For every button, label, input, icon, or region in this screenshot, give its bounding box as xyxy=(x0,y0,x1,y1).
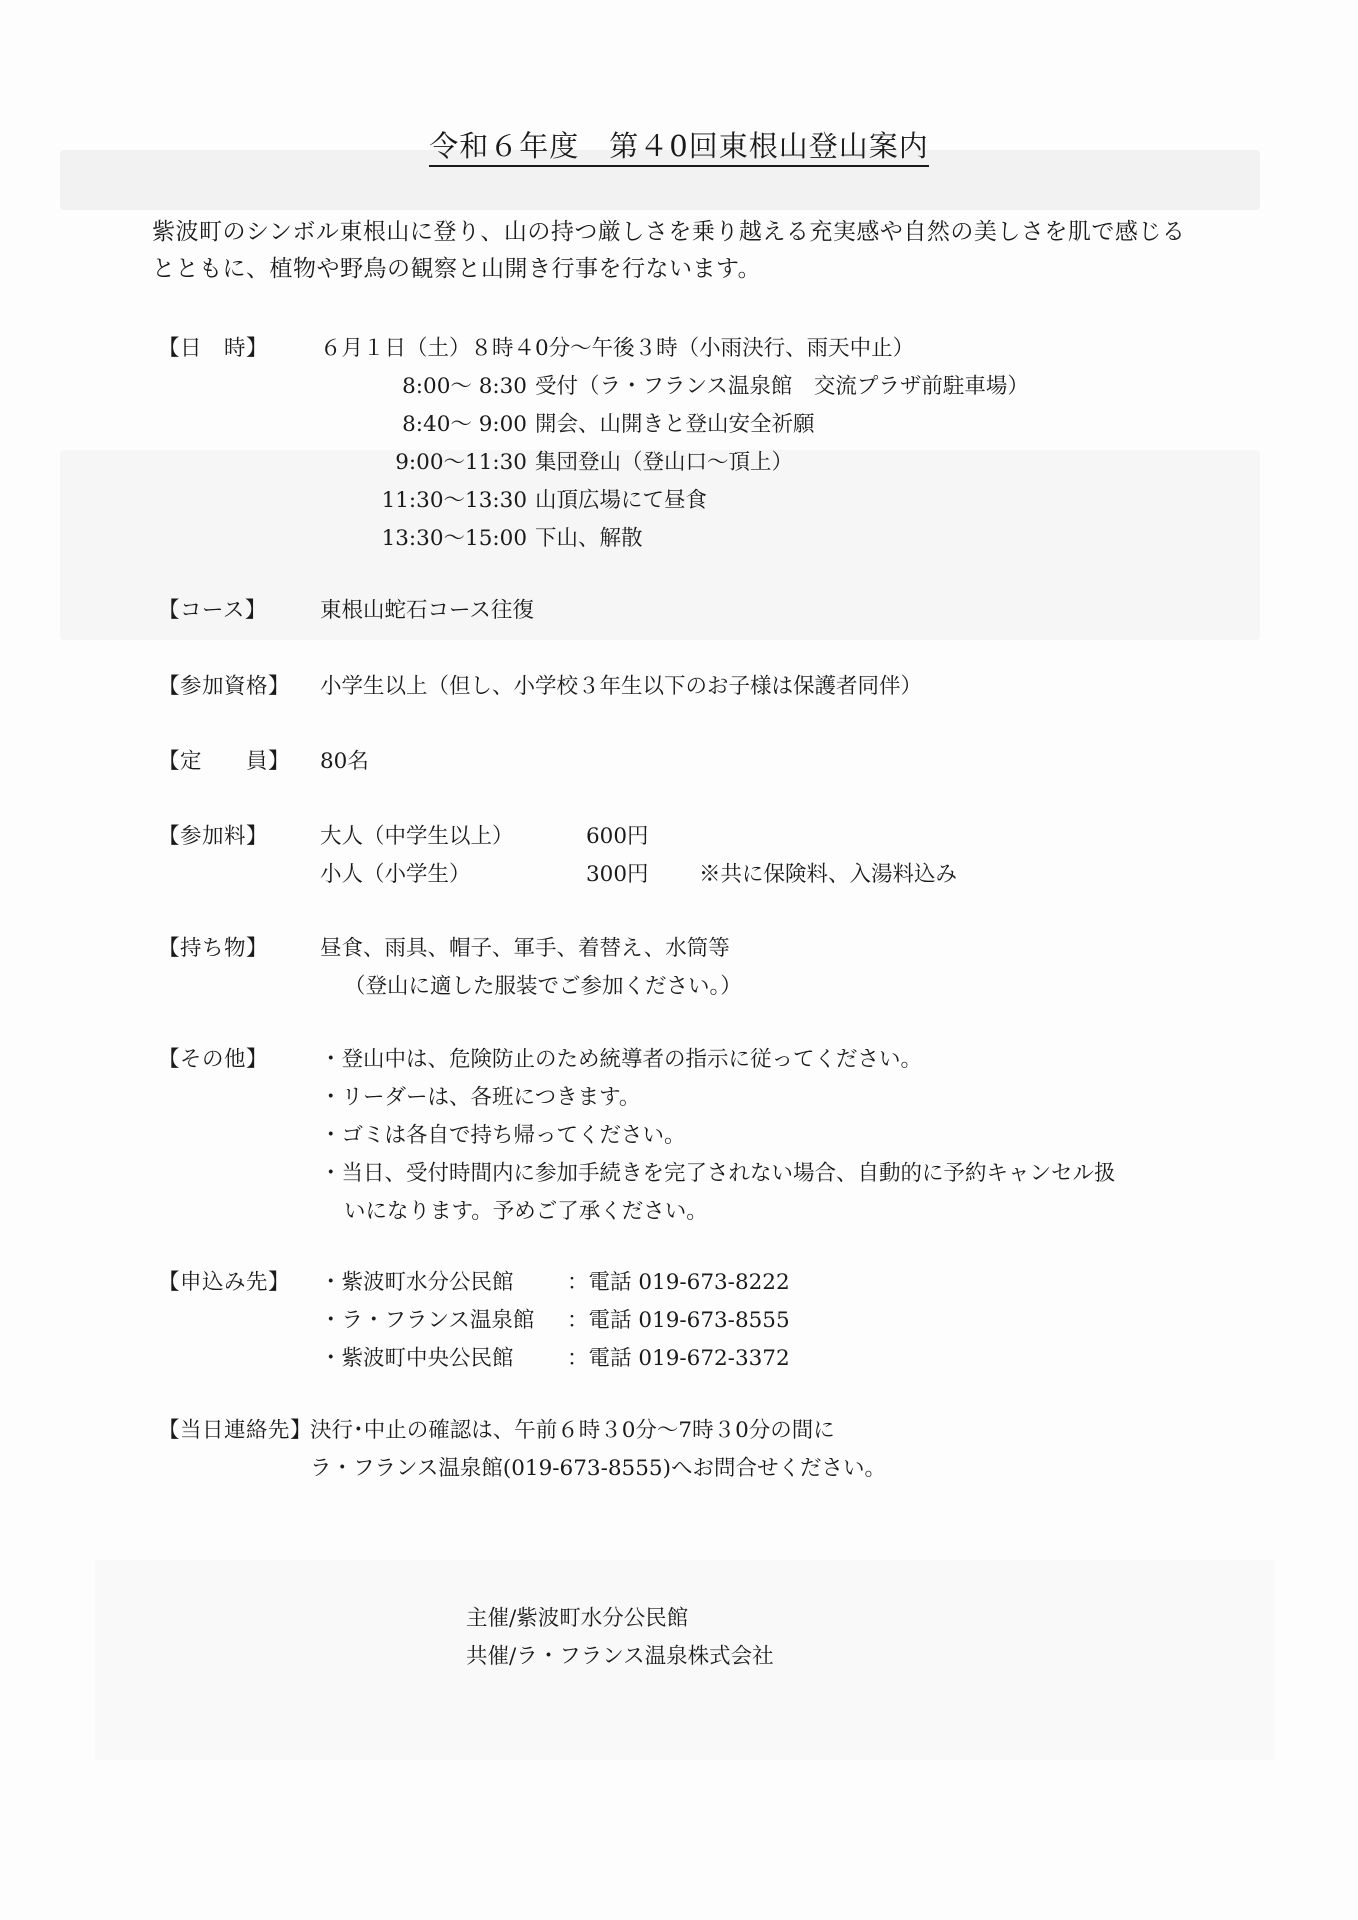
fee-row xyxy=(320,856,1240,894)
schedule-time: 13:30～15:00 xyxy=(381,526,527,551)
schedule-desc: 下山、解散 xyxy=(535,526,643,551)
fee-note: ※共に保険料、入湯料込み xyxy=(699,862,958,887)
contact-phone: ：電話 019-672-3372 xyxy=(567,1346,790,1371)
capacity-value: 80名 xyxy=(320,749,369,774)
course-value: 東根山蛇石コース往復 xyxy=(320,598,534,623)
apply-label: 【申込み先】 xyxy=(158,1270,291,1295)
fee-row xyxy=(320,818,1240,856)
contact-row xyxy=(320,1302,1240,1340)
schedule-time: 8:40～ 9:00 xyxy=(402,412,527,437)
schedule-desc: 開会、山開きと登山安全祈願 xyxy=(535,412,815,437)
belongings-line: 昼食、雨具、帽子、軍手、着替え、水筒等 xyxy=(320,936,730,961)
capacity-label: 【定 員】 xyxy=(158,749,291,774)
other-label: 【その他】 xyxy=(158,1047,269,1072)
organizer: 主催/紫波町水分公民館 xyxy=(466,1606,689,1631)
other-item-continued: いになります。予めご了承ください。 xyxy=(344,1199,708,1224)
dayof-label: 【当日連絡先】 xyxy=(158,1418,313,1443)
eligibility-label: 【参加資格】 xyxy=(158,674,291,699)
title-text: 令和６年度 第４0回東根山登山案内 xyxy=(429,129,928,167)
schedule-desc: 集団登山（登山口～頂上） xyxy=(535,450,794,475)
apply-content xyxy=(320,1264,1240,1378)
fee-category: 大人（中学生以上） xyxy=(320,824,514,849)
schedule-time: 8:00～ 8:30 xyxy=(402,374,527,399)
belongings-label: 【持ち物】 xyxy=(158,936,269,961)
schedule-row xyxy=(320,406,1240,444)
dayof-content xyxy=(310,1412,1230,1488)
other-item: ・登山中は、危険防止のため統導者の指示に従ってください。 xyxy=(320,1047,923,1072)
eligibility-value: 小学生以上（但し、小学校３年生以下のお子様は保護者同伴） xyxy=(320,674,923,699)
course-content xyxy=(320,592,1240,630)
schedule-row xyxy=(320,444,1240,482)
contact-row xyxy=(320,1340,1240,1378)
fee-price: 600円 xyxy=(586,824,649,849)
contact-row xyxy=(320,1264,1240,1302)
schedule-time: 9:00～11:30 xyxy=(395,450,527,475)
fee-content xyxy=(320,818,1240,894)
course-label: 【コース】 xyxy=(158,598,267,623)
schedule-desc: 山頂広場にて昼食 xyxy=(535,488,708,513)
footer-organizers xyxy=(466,1600,774,1676)
page-title xyxy=(0,124,1358,165)
other-item: ・リーダーは、各班につきます。 xyxy=(320,1085,641,1110)
other-item: ・当日、受付時間内に参加手続きを完了されない場合、自動的に予約キャンセル扱 xyxy=(320,1161,1116,1186)
capacity-content xyxy=(320,743,1240,781)
schedule-row xyxy=(320,520,1240,558)
co-organizer: 共催/ラ・フランス温泉株式会社 xyxy=(466,1644,774,1669)
contact-phone: ：電話 019-673-8222 xyxy=(567,1270,790,1295)
belongings-content xyxy=(320,930,1240,1006)
dayof-line: 決行･中止の確認は、午前６時３0分～7時３0分の間に xyxy=(310,1418,835,1443)
intro-paragraph xyxy=(152,214,1232,288)
intro-line: とともに、植物や野鳥の観察と山開き行事を行ないます。 xyxy=(152,256,762,282)
eligibility-content xyxy=(320,668,1240,706)
schedule-time: 11:30～13:30 xyxy=(381,488,527,513)
schedule-row xyxy=(320,482,1240,520)
other-content xyxy=(320,1041,1240,1231)
contact-name: ・紫波町中央公民館 xyxy=(320,1346,514,1371)
contact-name: ・ラ・フランス温泉館 xyxy=(320,1308,535,1333)
fee-price: 300円 xyxy=(586,862,649,887)
datetime-main: ６月１日（土）８時４0分～午後３時（小雨決行、雨天中止） xyxy=(320,336,915,361)
intro-line: 紫波町のシンボル東根山に登り、山の持つ厳しさを乗り越える充実感や自然の美しさを肌で感じる xyxy=(152,219,1186,245)
contact-name: ・紫波町水分公民館 xyxy=(320,1270,514,1295)
fee-label: 【参加料】 xyxy=(158,824,269,849)
contact-phone: ：電話 019-673-8555 xyxy=(567,1308,790,1333)
dayof-line: ラ・フランス温泉館(019-673-8555)へお問合せください。 xyxy=(310,1456,886,1481)
other-item: ・ゴミは各自で持ち帰ってください。 xyxy=(320,1123,686,1148)
schedule-desc: 受付（ラ・フランス温泉館 交流プラザ前駐車場） xyxy=(535,374,1029,399)
datetime-content xyxy=(320,330,1240,558)
fee-category: 小人（小学生） xyxy=(320,862,471,887)
schedule-row xyxy=(320,368,1240,406)
belongings-note: （登山に適した服装でご参加ください。） xyxy=(344,974,742,999)
datetime-label: 【日 時】 xyxy=(158,336,269,361)
